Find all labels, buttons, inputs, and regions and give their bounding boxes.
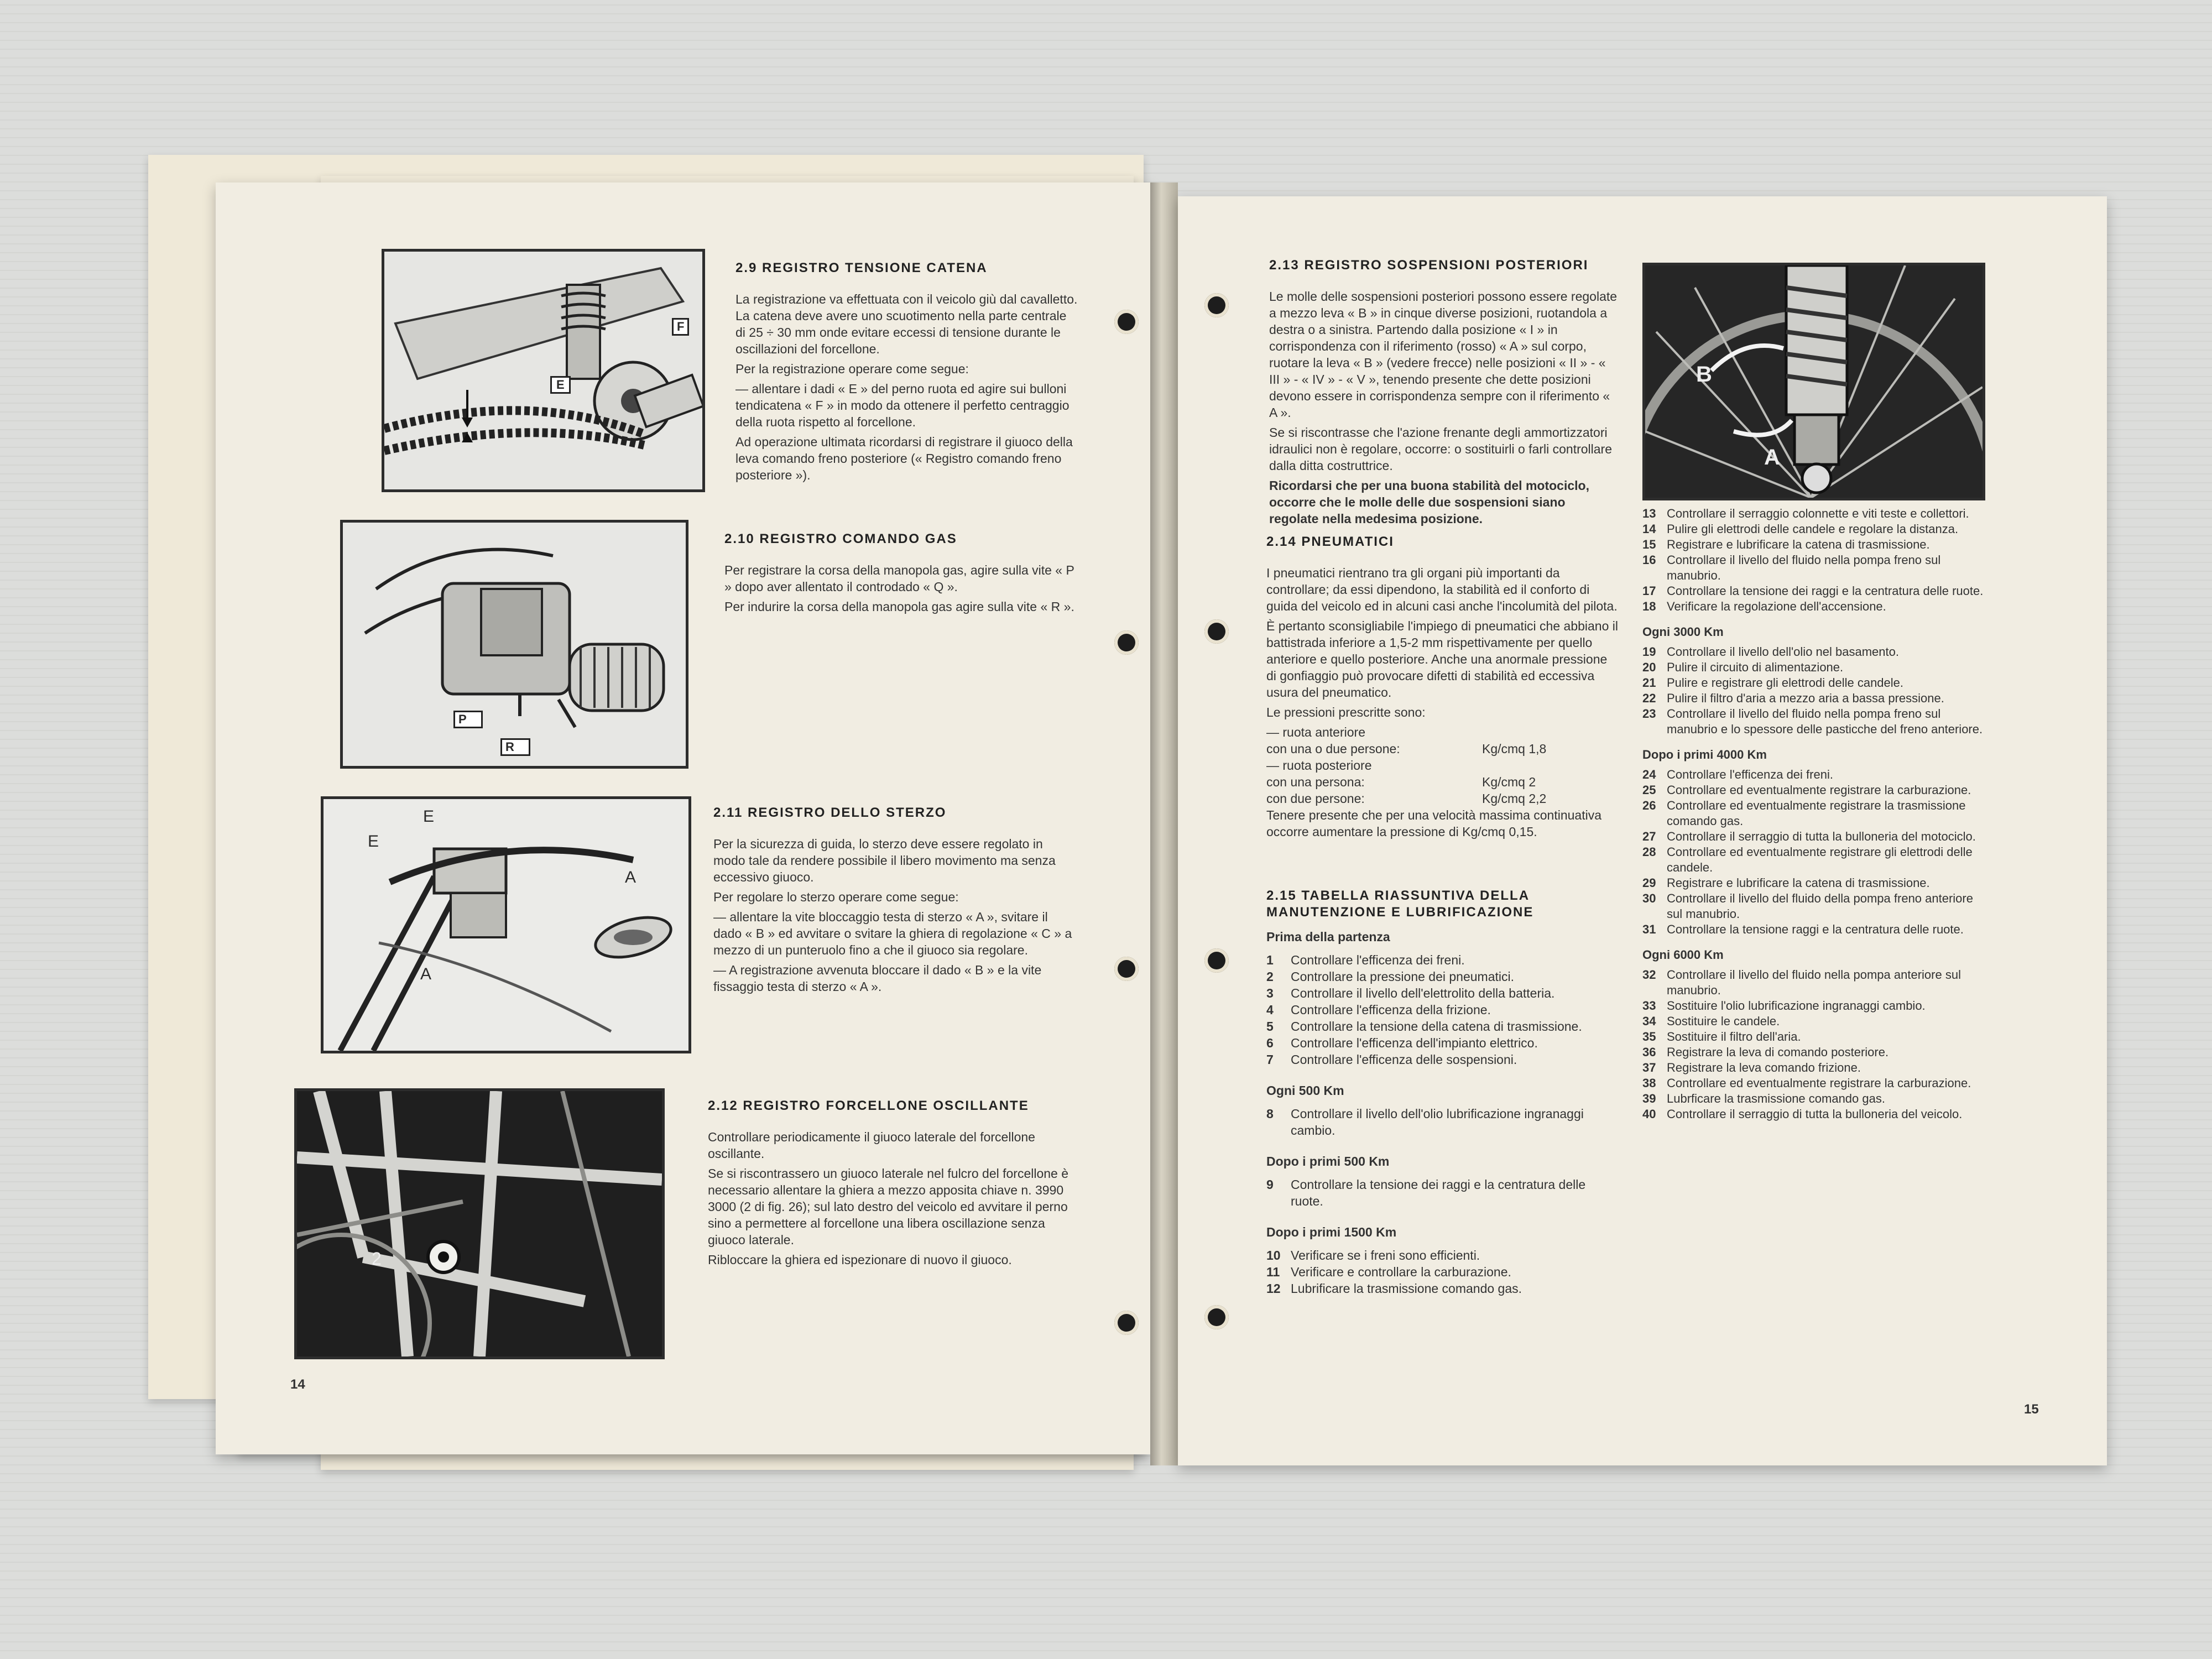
section-title: 2.13 REGISTRO SOSPENSIONI POSTERIORI bbox=[1269, 258, 1589, 273]
item-text: Registrare la leva di comando posteriore. bbox=[1667, 1045, 1889, 1059]
section-title: 2.11 REGISTRO DELLO STERZO bbox=[713, 805, 947, 820]
fig-label-e: E bbox=[368, 832, 379, 851]
list-item bbox=[1642, 506, 1985, 521]
list-item bbox=[1266, 1018, 1620, 1035]
paragraph: Controllare periodicamente il giuoco laterale del forcellone oscillante. bbox=[708, 1130, 1035, 1161]
item-number: 9 bbox=[1266, 1177, 1274, 1192]
item-number: 7 bbox=[1266, 1052, 1274, 1067]
item-number: 32 bbox=[1642, 968, 1656, 982]
swingarm-photo bbox=[297, 1091, 662, 1357]
pressure-label: con due persone: bbox=[1266, 791, 1365, 806]
section-title: 2.14 PNEUMATICI bbox=[1266, 534, 1394, 549]
section-2-9 bbox=[735, 260, 1078, 487]
item-text: Pulire gli elettrodi delle candele e regolare la distanza. bbox=[1667, 522, 1959, 536]
item-text: Registrare e lubrificare la catena di trasmissione. bbox=[1667, 538, 1930, 551]
pressure-value bbox=[1482, 757, 1565, 774]
item-text: Controllare ed eventualmente registrare gli elettrodi delle candele. bbox=[1667, 845, 1973, 874]
paragraph: Ribloccare la ghiera ed ispezionare di nuovo il giuoco. bbox=[708, 1253, 1012, 1267]
list-item bbox=[1266, 1280, 1620, 1297]
item-text: Controllare la pressione dei pneumatici. bbox=[1291, 969, 1514, 984]
paragraph: I pneumatici rientrano tra gli organi più importanti da controllare; da essi dipendono, la stabilità ed il conforto di guida del veicolo ed in alcuni casi anche l'incolumità del pilota. bbox=[1266, 566, 1618, 613]
item-text: Lubrficare la trasmissione comando gas. bbox=[1667, 1092, 1885, 1105]
item-text: Controllare l'efficenza dei freni. bbox=[1667, 768, 1833, 781]
left-page bbox=[216, 182, 1150, 1454]
item-number: 4 bbox=[1266, 1003, 1274, 1017]
fig-label-r: R bbox=[500, 738, 530, 756]
fig-label-a: A bbox=[1764, 445, 1780, 469]
paragraph: — allentare i dadi « E » del perno ruota ed agire sui bulloni tendicatena « F » in modo da ottenere il perfetto centraggio della ruota rispetto al forcellone. bbox=[735, 382, 1070, 429]
item-number: 26 bbox=[1642, 799, 1656, 812]
list-item bbox=[1642, 583, 1985, 599]
item-number: 33 bbox=[1642, 999, 1656, 1013]
paragraph: Per la sicurezza di guida, lo sterzo deve essere regolato in modo tale da rendere possibile il libero movimento ma senza eccessivo giuoco. bbox=[713, 837, 1056, 884]
maintenance-column-2 bbox=[1642, 506, 1985, 1122]
section-title: 2.9 REGISTRO TENSIONE CATENA bbox=[735, 260, 988, 275]
list-item bbox=[1642, 875, 1985, 891]
list-item bbox=[1642, 675, 1985, 691]
binder-hole bbox=[1204, 1305, 1229, 1329]
item-text: Controllare il serraggio di tutta la bulloneria del motociclo. bbox=[1667, 830, 1976, 843]
item-number: 13 bbox=[1642, 507, 1656, 520]
paragraph: Ad operazione ultimata ricordarsi di registrare il giuoco della leva comando freno posteriore (« Registro comando freno posteriore »). bbox=[735, 435, 1073, 482]
item-number: 20 bbox=[1642, 660, 1656, 674]
item-text: Registrare la leva comando frizione. bbox=[1667, 1061, 1861, 1074]
item-number: 3 bbox=[1266, 986, 1274, 1000]
item-number: 35 bbox=[1642, 1030, 1656, 1044]
list-item bbox=[1642, 644, 1985, 660]
item-number: 37 bbox=[1642, 1061, 1656, 1074]
figure-rear-shock-photo bbox=[1642, 263, 1985, 500]
item-number: 2 bbox=[1266, 969, 1274, 984]
list-item bbox=[1642, 782, 1985, 798]
pressure-value: Kg/cmq 2,2 bbox=[1482, 791, 1547, 806]
list-item bbox=[1642, 829, 1985, 844]
item-text: Verificare se i freni sono efficienti. bbox=[1291, 1248, 1480, 1262]
paragraph: Le pressioni prescritte sono: bbox=[1266, 705, 1426, 719]
fig-label-f: F bbox=[672, 318, 689, 336]
list-item bbox=[1266, 1035, 1620, 1051]
group-heading: Ogni 6000 Km bbox=[1642, 948, 1724, 962]
list-item bbox=[1642, 599, 1985, 614]
binder-hole bbox=[1114, 630, 1139, 655]
fig-label-p: P bbox=[453, 711, 483, 728]
item-number: 11 bbox=[1266, 1265, 1280, 1279]
list-item bbox=[1642, 767, 1985, 782]
item-number: 14 bbox=[1642, 522, 1656, 536]
paragraph: Per regolare lo sterzo operare come segue: bbox=[713, 890, 959, 904]
section-2-11 bbox=[713, 805, 1073, 998]
item-text: Controllare ed eventualmente registrare la carburazione. bbox=[1667, 1076, 1971, 1090]
item-text: Controllare l'efficenza dei freni. bbox=[1291, 953, 1465, 967]
throttle-illustration bbox=[343, 523, 686, 766]
item-text: Verificare e controllare la carburazione. bbox=[1291, 1265, 1511, 1279]
fig-label-e: E bbox=[423, 807, 435, 826]
item-text: Pulire il circuito di alimentazione. bbox=[1667, 660, 1844, 674]
item-number: 30 bbox=[1642, 891, 1656, 905]
item-text: Verificare la regolazione dell'accensione. bbox=[1667, 599, 1886, 613]
item-text: Controllare il livello del fluido nella pompa freno sul manubrio e lo spessore delle pasticche del freno anteriore. bbox=[1667, 707, 1983, 736]
group-heading: Dopo i primi 4000 Km bbox=[1642, 748, 1767, 761]
group-heading: Ogni 500 Km bbox=[1266, 1083, 1344, 1098]
right-page bbox=[1178, 196, 2107, 1465]
item-number: 5 bbox=[1266, 1019, 1274, 1034]
list-item bbox=[1266, 1176, 1620, 1209]
item-text: Controllare l'efficenza della frizione. bbox=[1291, 1003, 1491, 1017]
item-number: 21 bbox=[1642, 676, 1656, 690]
figure-throttle bbox=[340, 520, 688, 769]
item-text: Controllare il livello dell'elettrolito della batteria. bbox=[1291, 986, 1555, 1000]
book-spine bbox=[1150, 182, 1178, 1465]
list-item bbox=[1642, 1045, 1985, 1060]
pressure-label: — ruota anteriore bbox=[1266, 725, 1365, 739]
page-number: 15 bbox=[2024, 1402, 2039, 1417]
group-heading: Prima della partenza bbox=[1266, 930, 1390, 944]
section-2-12 bbox=[708, 1098, 1073, 1271]
pressure-label: con una o due persone: bbox=[1266, 742, 1400, 756]
binder-hole bbox=[1114, 957, 1139, 981]
binder-hole bbox=[1204, 948, 1229, 973]
pressure-value: Kg/cmq 2 bbox=[1482, 775, 1536, 789]
item-text: Controllare il livello dell'olio nel basamento. bbox=[1667, 645, 1899, 659]
pressure-value bbox=[1482, 724, 1565, 740]
list-item bbox=[1266, 968, 1620, 985]
section-2-14 bbox=[1266, 534, 1620, 843]
list-item bbox=[1266, 1001, 1620, 1018]
item-number: 38 bbox=[1642, 1076, 1656, 1090]
item-text: Controllare il livello del fluido della pompa freno anteriore sul manubrio. bbox=[1667, 891, 1973, 921]
paragraph-bold: Ricordarsi che per una buona stabilità del motociclo, occorre che le molle delle due sospensioni siano regolate nella medesima posizione. bbox=[1269, 478, 1589, 526]
item-number: 28 bbox=[1642, 845, 1656, 859]
item-text: Sostituire il filtro dell'aria. bbox=[1667, 1030, 1801, 1044]
item-text: Controllare la tensione dei raggi e la centratura delle ruote. bbox=[1291, 1177, 1586, 1208]
fig-label-b: B bbox=[1696, 362, 1712, 387]
section-2-13 bbox=[1269, 257, 1618, 530]
figure-steering bbox=[321, 796, 691, 1053]
paragraph: Le molle delle sospensioni posteriori possono essere regolate a mezzo leva « B » in cinque diverse posizioni, ruotandola a destra o a sinistra. Partendo dalla posizione « I » in corrispondenza con il riferimento (rosso) « A » sul corpo, ruotare la leva « B » (vedere frecce) nelle posizioni « II » - « III » - « IV » - « V », tenendo presente che dette posizioni devono essere in corrispondenza sempre con il riferimento « A ». bbox=[1269, 289, 1618, 420]
list-item bbox=[1642, 1029, 1985, 1045]
paragraph: — A registrazione avvenuta bloccare il dado « B » e la vite fissaggio testa di sterzo « A ». bbox=[713, 963, 1042, 994]
list-item bbox=[1266, 1051, 1620, 1068]
list-item bbox=[1642, 998, 1985, 1014]
item-text: Controllare ed eventualmente registrare la trasmissione comando gas. bbox=[1667, 799, 1966, 828]
list-item bbox=[1642, 844, 1985, 875]
item-text: Lubrificare la trasmissione comando gas. bbox=[1291, 1281, 1522, 1296]
item-text: Controllare ed eventualmente registrare la carburazione. bbox=[1667, 783, 1971, 797]
item-text: Pulire il filtro d'aria a mezzo aria a bassa pressione. bbox=[1667, 691, 1944, 705]
paragraph: Per registrare la corsa della manopola gas, agire sulla vite « P » dopo aver allentato il controdado « Q ». bbox=[724, 563, 1074, 594]
item-text: Controllare il livello del fluido nella pompa freno sul manubrio. bbox=[1667, 553, 1941, 582]
section-title: 2.15 TABELLA RIASSUNTIVA DELLA MANUTENZIONE E LUBRIFICAZIONE bbox=[1266, 888, 1534, 920]
section-title: 2.10 REGISTRO COMANDO GAS bbox=[724, 531, 957, 546]
fig-label-e: E bbox=[550, 376, 571, 394]
item-number: 22 bbox=[1642, 691, 1656, 705]
item-text: Controllare il serraggio di tutta la bulloneria del veicolo. bbox=[1667, 1107, 1963, 1121]
group-heading: Dopo i primi 500 Km bbox=[1266, 1154, 1390, 1168]
item-number: 19 bbox=[1642, 645, 1656, 659]
item-text: Controllare l'efficenza delle sospensioni. bbox=[1291, 1052, 1517, 1067]
pressure-label: con una persona: bbox=[1266, 775, 1365, 789]
list-item bbox=[1266, 985, 1620, 1001]
group-heading: Ogni 3000 Km bbox=[1642, 625, 1724, 639]
list-item bbox=[1642, 537, 1985, 552]
list-item bbox=[1642, 660, 1985, 675]
list-item bbox=[1642, 521, 1985, 537]
item-text: Controllare la tensione raggi e la centratura delle ruote. bbox=[1667, 922, 1964, 936]
item-text: Sostituire l'olio lubrificazione ingranaggi cambio. bbox=[1667, 999, 1926, 1013]
list-item bbox=[1642, 1060, 1985, 1076]
item-text: Controllare il livello del fluido nella pompa anteriore sul manubrio. bbox=[1667, 968, 1961, 997]
binder-hole bbox=[1114, 1311, 1139, 1335]
paragraph: Se si riscontrasse che l'azione frenante degli ammortizzatori idraulici non è regolare, occorre: o sostituirli o farli controllare dalla ditta costruttrice. bbox=[1269, 425, 1613, 473]
item-text: Registrare e lubrificare la catena di trasmissione. bbox=[1667, 876, 1930, 890]
paragraph: È pertanto sconsigliabile l'impiego di pneumatici che abbiano il battistrada inferiore a 1,5-2 mm rispettivamente per quello anteriore e quello posteriore. Anche una anormale pressione di gonfiaggio può provocare difetti di stabilità ed eccessiva usura del pneumatico. bbox=[1266, 619, 1618, 700]
item-text: Controllare la tensione dei raggi e la centratura delle ruote. bbox=[1667, 584, 1984, 598]
page-number: 14 bbox=[290, 1377, 305, 1392]
list-item bbox=[1266, 952, 1620, 968]
item-number: 27 bbox=[1642, 830, 1656, 843]
item-number: 1 bbox=[1266, 953, 1274, 967]
list-item bbox=[1266, 1247, 1620, 1264]
item-number: 31 bbox=[1642, 922, 1656, 936]
figure-swingarm-photo bbox=[294, 1088, 665, 1359]
list-item bbox=[1642, 1076, 1985, 1091]
list-item bbox=[1642, 552, 1985, 583]
list-item bbox=[1642, 922, 1985, 937]
paragraph: Tenere presente che per una velocità massima continuativa occorre aumentare la pressione di Kg/cmq 0,15. bbox=[1266, 808, 1602, 839]
item-number: 18 bbox=[1642, 599, 1656, 613]
pressure-label: — ruota posteriore bbox=[1266, 758, 1372, 773]
item-number: 23 bbox=[1642, 707, 1656, 721]
item-number: 16 bbox=[1642, 553, 1656, 567]
paragraph: La registrazione va effettuata con il veicolo giù dal cavalletto. La catena deve avere uno scuotimento nella parte centrale di 25 ÷ 30 mm onde evitare eccessi di tensione durante le oscillazioni del forcellone. bbox=[735, 292, 1078, 356]
item-text: Controllare il livello dell'olio lubrificazione ingranaggi cambio. bbox=[1291, 1107, 1584, 1138]
item-number: 10 bbox=[1266, 1248, 1281, 1262]
chain-illustration bbox=[384, 252, 702, 489]
item-number: 39 bbox=[1642, 1092, 1656, 1105]
figure-chain-tension bbox=[382, 249, 705, 492]
list-item bbox=[1642, 891, 1985, 922]
item-number: 15 bbox=[1642, 538, 1656, 551]
section-2-10 bbox=[724, 531, 1078, 618]
fig-label-a: A bbox=[420, 965, 432, 983]
item-number: 24 bbox=[1642, 768, 1656, 781]
list-item bbox=[1642, 967, 1985, 998]
binder-hole bbox=[1204, 619, 1229, 644]
item-number: 34 bbox=[1642, 1014, 1656, 1028]
list-item bbox=[1642, 1107, 1985, 1122]
item-text: Controllare la tensione della catena di trasmissione. bbox=[1291, 1019, 1582, 1034]
list-item bbox=[1642, 706, 1985, 737]
list-item bbox=[1642, 1014, 1985, 1029]
list-item bbox=[1642, 1091, 1985, 1107]
item-number: 40 bbox=[1642, 1107, 1656, 1121]
fig-label-2: 2 bbox=[372, 1249, 382, 1269]
paragraph: Per indurire la corsa della manopola gas agire sulla vite « R ». bbox=[724, 599, 1074, 614]
fig-label-a: A bbox=[625, 868, 637, 886]
list-item bbox=[1642, 798, 1985, 829]
tyre-pressure-table bbox=[1266, 724, 1620, 807]
pressure-value: Kg/cmq 1,8 bbox=[1482, 742, 1547, 756]
item-text: Pulire e registrare gli elettrodi delle candele. bbox=[1667, 676, 1904, 690]
list-item bbox=[1642, 691, 1985, 706]
item-text: Controllare il serraggio colonnette e viti teste e collettori. bbox=[1667, 507, 1969, 520]
section-title: 2.12 REGISTRO FORCELLONE OSCILLANTE bbox=[708, 1098, 1029, 1113]
list-item bbox=[1266, 1105, 1620, 1139]
item-number: 6 bbox=[1266, 1036, 1274, 1050]
section-2-15 bbox=[1266, 888, 1620, 1297]
paragraph: — allentare la vite bloccaggio testa di sterzo « A », svitare il dado « B » ed avvitare o svitare la ghiera di regolazione « C » a mezzo di un punteruolo fino a che il giuoco sia regolare. bbox=[713, 910, 1072, 957]
group-heading: Dopo i primi 1500 Km bbox=[1266, 1225, 1397, 1239]
item-number: 17 bbox=[1642, 584, 1656, 598]
list-item bbox=[1266, 1264, 1620, 1280]
item-number: 8 bbox=[1266, 1107, 1274, 1121]
item-number: 12 bbox=[1266, 1281, 1281, 1296]
item-number: 29 bbox=[1642, 876, 1656, 890]
binder-hole bbox=[1114, 310, 1139, 334]
binder-hole bbox=[1204, 293, 1229, 317]
item-number: 36 bbox=[1642, 1045, 1656, 1059]
item-text: Sostituire le candele. bbox=[1667, 1014, 1780, 1028]
paragraph: Per la registrazione operare come segue: bbox=[735, 362, 969, 376]
item-text: Controllare l'efficenza dell'impianto elettrico. bbox=[1291, 1036, 1538, 1050]
paragraph: Se si riscontrassero un giuoco laterale nel fulcro del forcellone è necessario allentare la ghiera a mezzo apposita chiave n. 3990 3000 (2 di fig. 26); sul lato destro del veicolo ed avvitare il perno sino a permettere al forcellone una libera oscillazione senza giuoco laterale. bbox=[708, 1166, 1069, 1247]
item-number: 25 bbox=[1642, 783, 1656, 797]
